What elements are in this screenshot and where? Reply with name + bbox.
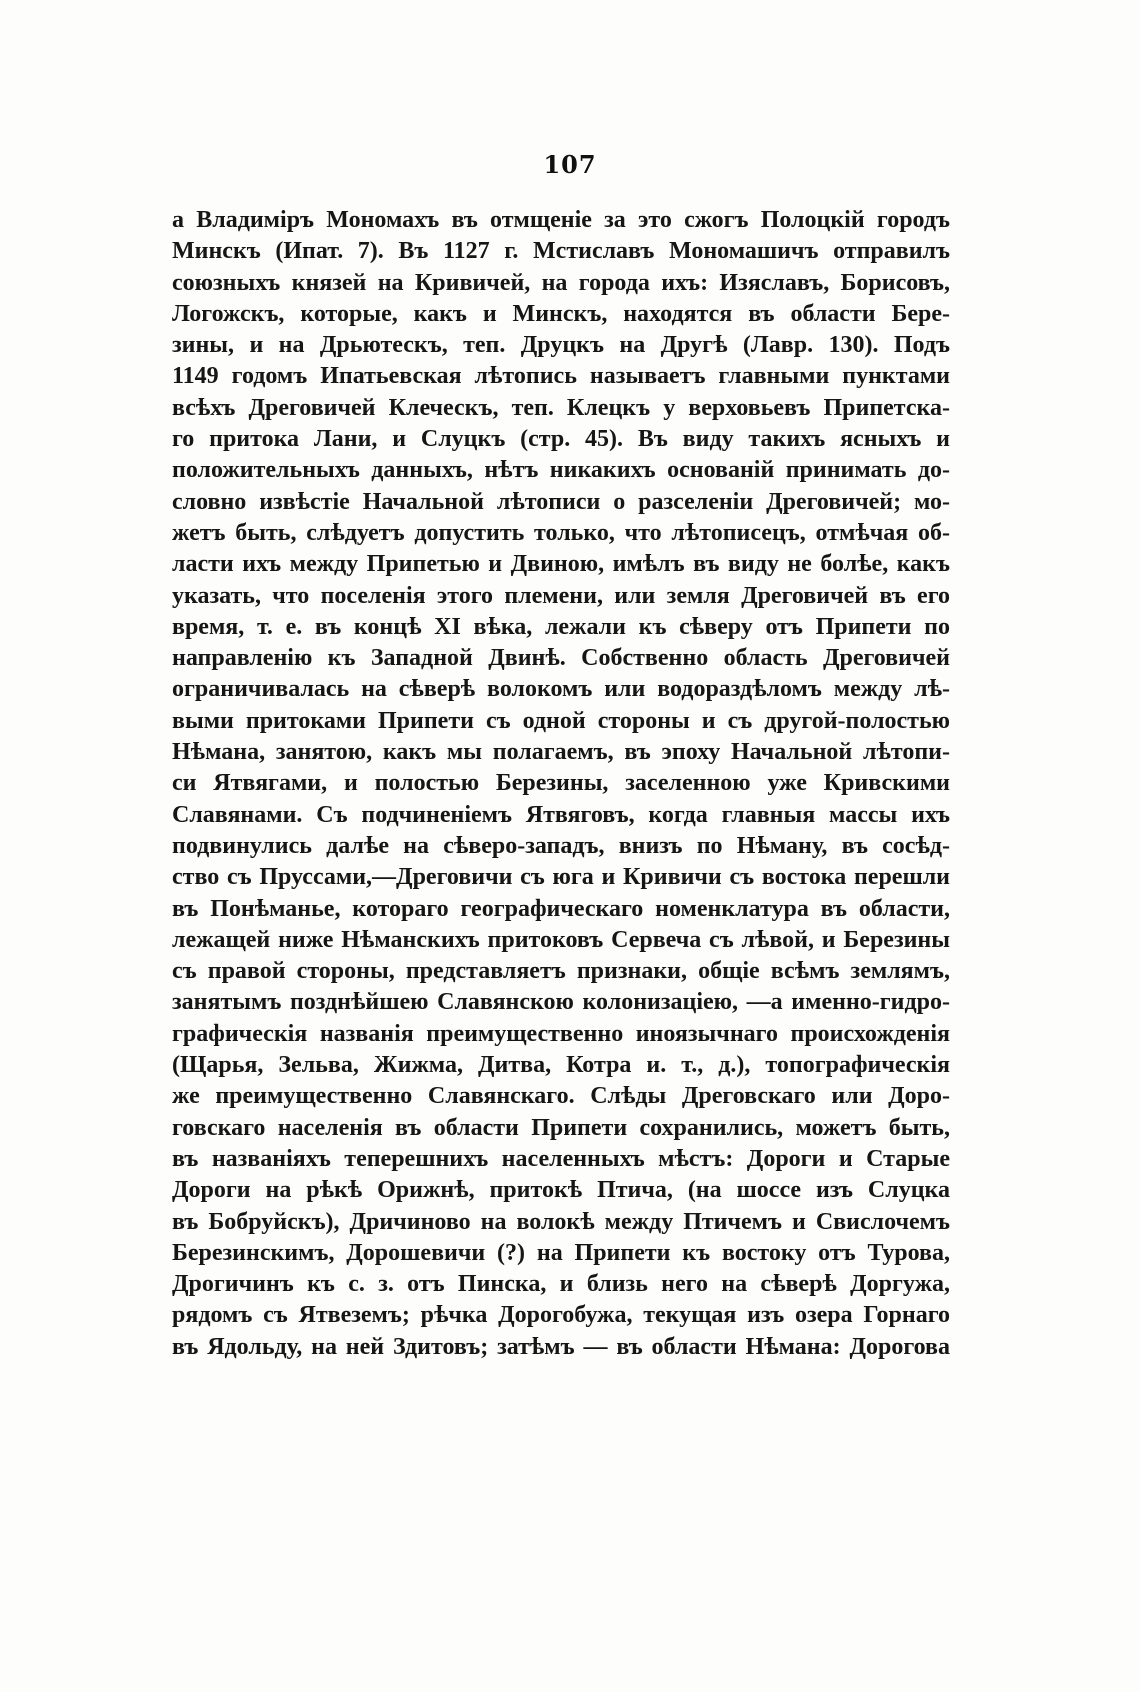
text-line: указать, что поселенія этого племени, или земля Дреговичей въ его: [172, 582, 950, 609]
text-line: направленію къ Западной Двинѣ. Собственно область Дреговичей: [172, 645, 950, 672]
text-line: говскаго населенія въ области Припети сохранились, можетъ быть,: [172, 1114, 950, 1141]
text-line: си Ятвягами, и полостью Березины, заселенною уже Кривскими: [172, 770, 950, 797]
text-line: Дороги на рѣкѣ Орижнѣ, притокѣ Птича, (на шоссе изъ Слуцка: [172, 1177, 950, 1204]
text-line: въ названіяхъ теперешнихъ населенныхъ мѣстъ: Дороги и Старые: [172, 1145, 950, 1172]
text-line: графическія названія преимущественно иноязычнаго происхожденія: [172, 1020, 950, 1047]
text-line: Логожскъ, которые, какъ и Минскъ, находятся въ области Бере-: [172, 300, 950, 327]
text-line: (Щарья, Зельва, Жижма, Дитва, Котра и. т., д.), топографическія: [172, 1052, 950, 1079]
text-line: зины, и на Дрьютескъ, теп. Друцкъ на Другѣ (Лавр. 130). Подъ: [172, 332, 950, 359]
text-line: ласти ихъ между Припетью и Двиною, имѣлъ въ виду не болѣе, какъ: [172, 551, 950, 578]
text-line: ство съ Пруссами,—Дреговичи съ юга и Кривичи съ востока перешли: [172, 864, 950, 891]
page-number: 107: [543, 150, 597, 179]
text-line: Славянами. Съ подчиненіемъ Ятвяговъ, когда главныя массы ихъ: [172, 801, 950, 828]
text-line: жетъ быть, слѣдуетъ допустить только, что лѣтописецъ, отмѣчая об-: [172, 519, 950, 546]
text-line: Дрогичинъ къ с. з. отъ Пинска, и близь него на сѣверѣ Доргужа,: [172, 1271, 950, 1298]
text-line: въ Ядольду, на ней Здитовъ; затѣмъ — въ области Нѣмана: Дорогова: [172, 1333, 950, 1360]
text-line: а Владиміръ Мономахъ въ отмщеніе за это сжогъ Полоцкій городъ: [172, 207, 950, 233]
text-line: съ правой стороны, представляетъ признаки, общіе всѣмъ землямъ,: [172, 958, 950, 985]
text-line: подвинулись далѣе на сѣверо-западъ, внизъ по Нѣману, въ сосѣд-: [172, 832, 950, 859]
text-line: выми притоками Припети съ одной стороны и съ другой-полостью: [172, 707, 950, 734]
text-line: Нѣмана, занятою, какъ мы полагаемъ, въ эпоху Начальной лѣтопи-: [172, 739, 950, 766]
text-line: въ Бобруйскъ), Дричиново на волокѣ между Птичемъ и Свислочемъ: [172, 1208, 950, 1235]
body-text: [172, 205, 950, 1363]
text-line: время, т. е. въ концѣ XI вѣка, лежали къ сѣверу отъ Припети по: [172, 613, 950, 640]
text-line: Березинскимъ, Дорошевичи (?) на Припети къ востоку отъ Турова,: [172, 1239, 950, 1266]
text-line: лежащей ниже Нѣманскихъ притоковъ Сервеча съ лѣвой, и Березины: [172, 926, 950, 953]
text-line: Минскъ (Ипат. 7). Въ 1127 г. Мстиславъ Мономашичъ отправилъ: [172, 238, 950, 265]
text-line: ограничивалась на сѣверѣ волокомъ или водораздѣломъ между лѣ-: [172, 676, 950, 703]
text-line: союзныхъ князей на Кривичей, на города ихъ: Изяславъ, Борисовъ,: [172, 269, 950, 296]
text-line: всѣхъ Дреговичей Клеческъ, теп. Клецкъ у верховьевъ Припетска-: [172, 394, 950, 421]
text-line: го притока Лани, и Слуцкъ (стр. 45). Въ виду такихъ ясныхъ и: [172, 426, 950, 453]
text-line: 1149 годомъ Ипатьевская лѣтопись называетъ главными пунктами: [172, 363, 950, 390]
text-line: рядомъ съ Ятвеземъ; рѣчка Дорогобужа, текущая изъ озера Горнаго: [172, 1302, 950, 1329]
text-line: словно извѣстіе Начальной лѣтописи о разселеніи Дреговичей; мо-: [172, 488, 950, 515]
text-line: положительныхъ данныхъ, нѣтъ никакихъ основаній принимать до-: [172, 457, 950, 484]
text-line: занятымъ позднѣйшею Славянскою колонизаціею, —а именно-гидро-: [172, 989, 950, 1016]
text-line: въ Понѣманье, котораго географическаго номенклатура въ области,: [172, 895, 950, 922]
text-line: же преимущественно Славянскаго. Слѣды Дреговскаго или Доро-: [172, 1083, 950, 1110]
